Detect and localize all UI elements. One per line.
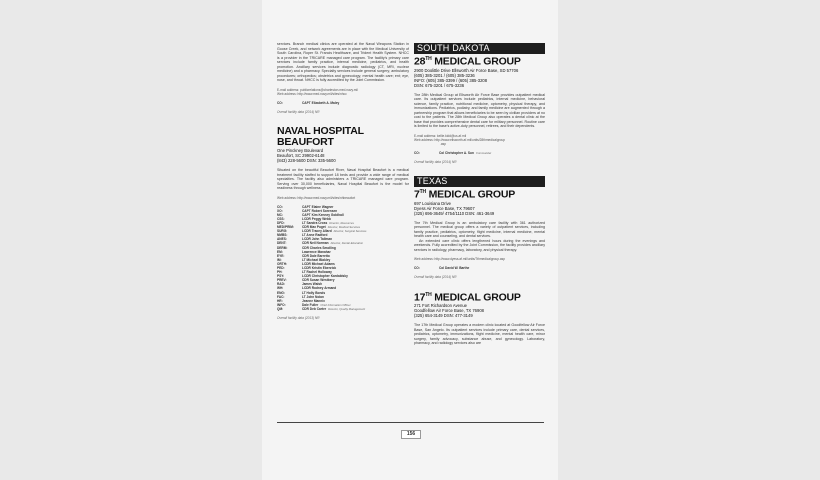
staff-name: LCDR Rodney Armand — [302, 286, 337, 291]
footer-rule — [277, 422, 544, 423]
staff-name: LT Rachel Holloway — [302, 270, 332, 275]
staff-role: XO: — [277, 208, 283, 213]
staff-role: CO: — [277, 100, 283, 105]
staff-name: LT Michael Blakley — [302, 257, 331, 262]
staff-role: HR: — [277, 298, 283, 303]
staff-name: CAPT Robert Sorensen — [302, 208, 338, 213]
staff-name: Dale Fuller — [302, 302, 319, 307]
charleston-facility-data: Overall facility data (2014) NR — [277, 109, 320, 114]
beaufort-address-line: Beaufort, SC 29902-6148 — [277, 153, 325, 159]
staff-role: PREV: — [277, 278, 287, 283]
staff-role: QM: — [277, 306, 284, 311]
28th-dsn: DSN: 675-3201 / 675-3236 — [414, 82, 465, 88]
staff-role: INFO: — [277, 302, 286, 307]
staff-name: Lawrence Manahar — [302, 249, 331, 254]
staff-role: ENG: — [277, 290, 285, 295]
staff-role: ORTH: — [277, 261, 288, 266]
beaufort-web-address[interactable]: Web address: http://www.med.navy.mil/sites/nhbeaufort — [277, 195, 356, 200]
17th-phone: (325) 654-3149 DSN: 477-3149 — [414, 313, 473, 319]
staff-role: DENT: — [277, 241, 287, 246]
staff-role: ANES: — [277, 237, 287, 242]
staff-name: James Walsh — [302, 282, 323, 287]
staff-name: CAPT Kim Kenney Goldhall — [302, 212, 344, 217]
staff-title: Director, Quality Management — [328, 306, 366, 311]
staff-name: CDR Deb Carter — [302, 306, 327, 311]
staff-name: LCDR Christopher Kardabisky — [302, 274, 348, 279]
staff-role: MC: — [277, 212, 284, 217]
beaufort-staff-list — [277, 205, 409, 311]
7th-address-line: Dyess Air Force Base, TX 79607 — [414, 205, 475, 211]
staff-role: CO: — [277, 204, 283, 209]
staff-role: PSY: — [277, 274, 285, 279]
28th-email: E-mail address: kellie.kidd@us.af.mil — [414, 133, 467, 138]
page-number: 156 — [401, 430, 421, 439]
staff-role: FAC: — [277, 294, 285, 299]
staff-role: NMBS: — [277, 233, 288, 238]
staff-name: LT Anne Radford — [302, 233, 328, 238]
staff-title: Director, Resources — [329, 220, 354, 225]
staff-role: SURG: — [277, 229, 288, 234]
28th-description: The 28th Medical Group at Ellsworth Air Force Base provides outpatient medical care. Its outpatient services include pediatrics, internal medicine, behavioral science, family practice, nutritional medicine, optometry, physical therapy, and immunizations. Pediatrics, podiatry, and family medicine are augmented through a partnership program that allows beneficiaries to be seen by civilian providers at no cost to the patients. The 28th Medical Group also operates a dental clinic at the base that provides comprehensive dental care for military personnel. Routine care is limited to the base's active-duty personnel, retirees, and their dependents. — [414, 92, 545, 128]
staff-role: DFD: — [277, 220, 285, 225]
staff-role: PED: — [277, 266, 285, 270]
staff-role: CO: — [414, 150, 420, 155]
staff-name: LT John Nolan — [302, 294, 324, 299]
28th-web-address-cont[interactable]: .asp — [440, 141, 447, 146]
beaufort-address-line: One Pinckney Boulevard — [277, 148, 324, 154]
staff-role: MED/PRIM: — [277, 225, 294, 230]
beaufort-phone: (843) 228-5600 DSN: 335-5600 — [277, 158, 336, 164]
right-column — [414, 43, 545, 346]
staff-role: EM: — [277, 249, 283, 254]
staff-name: LT Sandra Cross — [302, 220, 328, 225]
staff-role: CO: — [414, 266, 420, 271]
7th-medical-group-title: 7TH MEDICAL GROUP — [414, 188, 516, 201]
left-column — [277, 42, 409, 321]
staff-name: LCDR Kristin Ebenrick — [302, 266, 337, 270]
staff-title: Director, Medical Services — [327, 225, 361, 230]
staff-name: Col David W. Barthe — [439, 266, 470, 271]
staff-name: Col Christopher A. Sun — [439, 150, 474, 155]
28th-address-line: 2900 Doolittle Drive Ellsworth Air Force Base, SD 57706 — [414, 67, 519, 73]
staff-name: LCDR John Tallman — [302, 237, 333, 242]
staff-name: LCDR Tracey Allard — [302, 229, 332, 234]
staff-role: WH: — [277, 286, 284, 291]
staff-role: DERM: — [277, 245, 288, 250]
staff-role: CSS: — [277, 216, 285, 221]
staff-title: Commander — [475, 150, 492, 155]
charleston-intro-paragraph: services. Branch medical clinics are operated at the Naval Weapons Station in Goose Creek, and network agreements are in place with the Medical University of South Carolina, Roper St. Francis Healthcare, and Trident Health System. NHCC is a provider in the TRICARE managed care program. The facility's primary care services include family practice, internal medicine, pediatrics, and health promotion. Ancillary services include diagnostic radiology (CT, MRI, nuclear medicine) and a pharmacy. Specialty services include general surgery; ambulatory procedures; orthopedics; obstetrics and gynecology; mental health care; ent; eye, nose, and throat. NHCC is fully accredited by the Joint Commission. — [277, 42, 409, 82]
7th-description: The 7th Medical Group is an ambulatory care facility with 361 authorized personnel. The medical group offers a variety of outpatient services, including family practice, pediatrics, optometry, flight medicine, internal medicine, mental health care and counseling, and dental services. — [414, 220, 545, 239]
17th-address-line: Goodfellow Air Force Base, TX 76908 — [414, 308, 484, 314]
beaufort-description: Situated on the beautiful Beaufort River, Naval Hospital Beaufort is a medical treatment facility staffed to support 18 beds and provide a wide range of medical specialties. The facility also administers a TRICARE managed care program. Serving over 30,000 beneficiaries, Naval Hospital Beaufort is the model for readiness through wellness. — [277, 168, 409, 191]
beaufort-facility-data: Overall facility data (2013) NR — [277, 316, 320, 321]
17th-description: The 17th Medical Group operates a modern clinic located at Goodfellow Air Force Base, San Angelo. Its outpatient services include primary care, dental services, pediatrics, optometry, immunizations, flight medicine, mental health care, minor surgery, family advocacy, substance abuse, and gynecology. Laboratory, pharmacy, and radiology services also are — [414, 323, 545, 346]
staff-name: CDR Susan Westbery — [302, 278, 335, 283]
28th-info-phone: INFO: (605) 385-3399 / (605) 385-3208 — [414, 77, 488, 83]
staff-name: CAPT Elizabeth A. Maley — [302, 100, 340, 105]
staff-name: CDR Dale Barretto — [302, 253, 330, 258]
state-heading-texas: TEXAS — [414, 176, 545, 187]
staff-role: RAD: — [277, 282, 285, 287]
charleston-web-address[interactable]: Web address: http://www.med.navy.mil/sites/nhcc — [277, 91, 347, 96]
7th-web-address[interactable]: Web address: http://www.dyess.af.mil/units/7thmedicalgroup.asp — [414, 257, 506, 262]
staff-name: LCDR Michael Adams — [302, 261, 335, 266]
staff-name: LCDR Peggy Webb — [302, 216, 331, 221]
17th-medical-group-title: 17TH MEDICAL GROUP — [414, 291, 521, 304]
7th-phone: (325) 696-3649/ 4754/1110 DSN: 461-3649 — [414, 210, 495, 216]
state-heading-south-dakota: SOUTH DAKOTA — [414, 43, 545, 54]
staff-role: PH: — [277, 270, 283, 275]
7th-facility-data: Overall facility data (2014) NR — [414, 275, 457, 280]
28th-medical-group-title: 28TH MEDICAL GROUP — [414, 55, 521, 68]
staff-title: Director, Dental Education — [330, 241, 364, 246]
staff-name: CAPT Elaine Wagner — [302, 204, 334, 209]
staff-role: EYE: — [277, 253, 285, 258]
staff-name: CDR Max Puget — [302, 225, 326, 230]
staff-title: Director, Surgical Services — [333, 229, 367, 234]
28th-facility-data: Overall facility data (2014) NR — [414, 159, 457, 164]
17th-address-line: 271 Fort Richardson Avenue — [414, 303, 467, 309]
staff-role: IM: — [277, 257, 282, 262]
beaufort-title: NAVAL HOSPITAL BEAUFORT — [277, 125, 364, 149]
28th-phone: (605) 385-3201 / (605) 385-3236 — [414, 72, 475, 78]
28th-web-address[interactable]: Web address: http://www.ellsworth.af.mil/units/28thmedicalgroup — [414, 137, 506, 142]
staff-title: Chief Information Officer — [320, 302, 351, 307]
7th-address-line: 697 Louisiana Drive — [414, 200, 452, 206]
staff-name: CDR Charles Smolling — [302, 245, 336, 250]
charleston-email: E-mail address: publicrelations@charleston.med.navy.mil — [277, 87, 358, 92]
staff-name: Jeanne Mannix — [302, 298, 325, 303]
staff-name: LT Holly Bonds — [302, 290, 326, 295]
staff-name: CDR Neil Norman — [302, 241, 329, 246]
7th-description-cont: An extended care clinic offers lengthened hours during the evenings and weekends. Fully accredited by the Joint Commission, the facility provides ancillary services in radiology, pharmacy, laboratory, and physical therapy. — [414, 238, 545, 252]
